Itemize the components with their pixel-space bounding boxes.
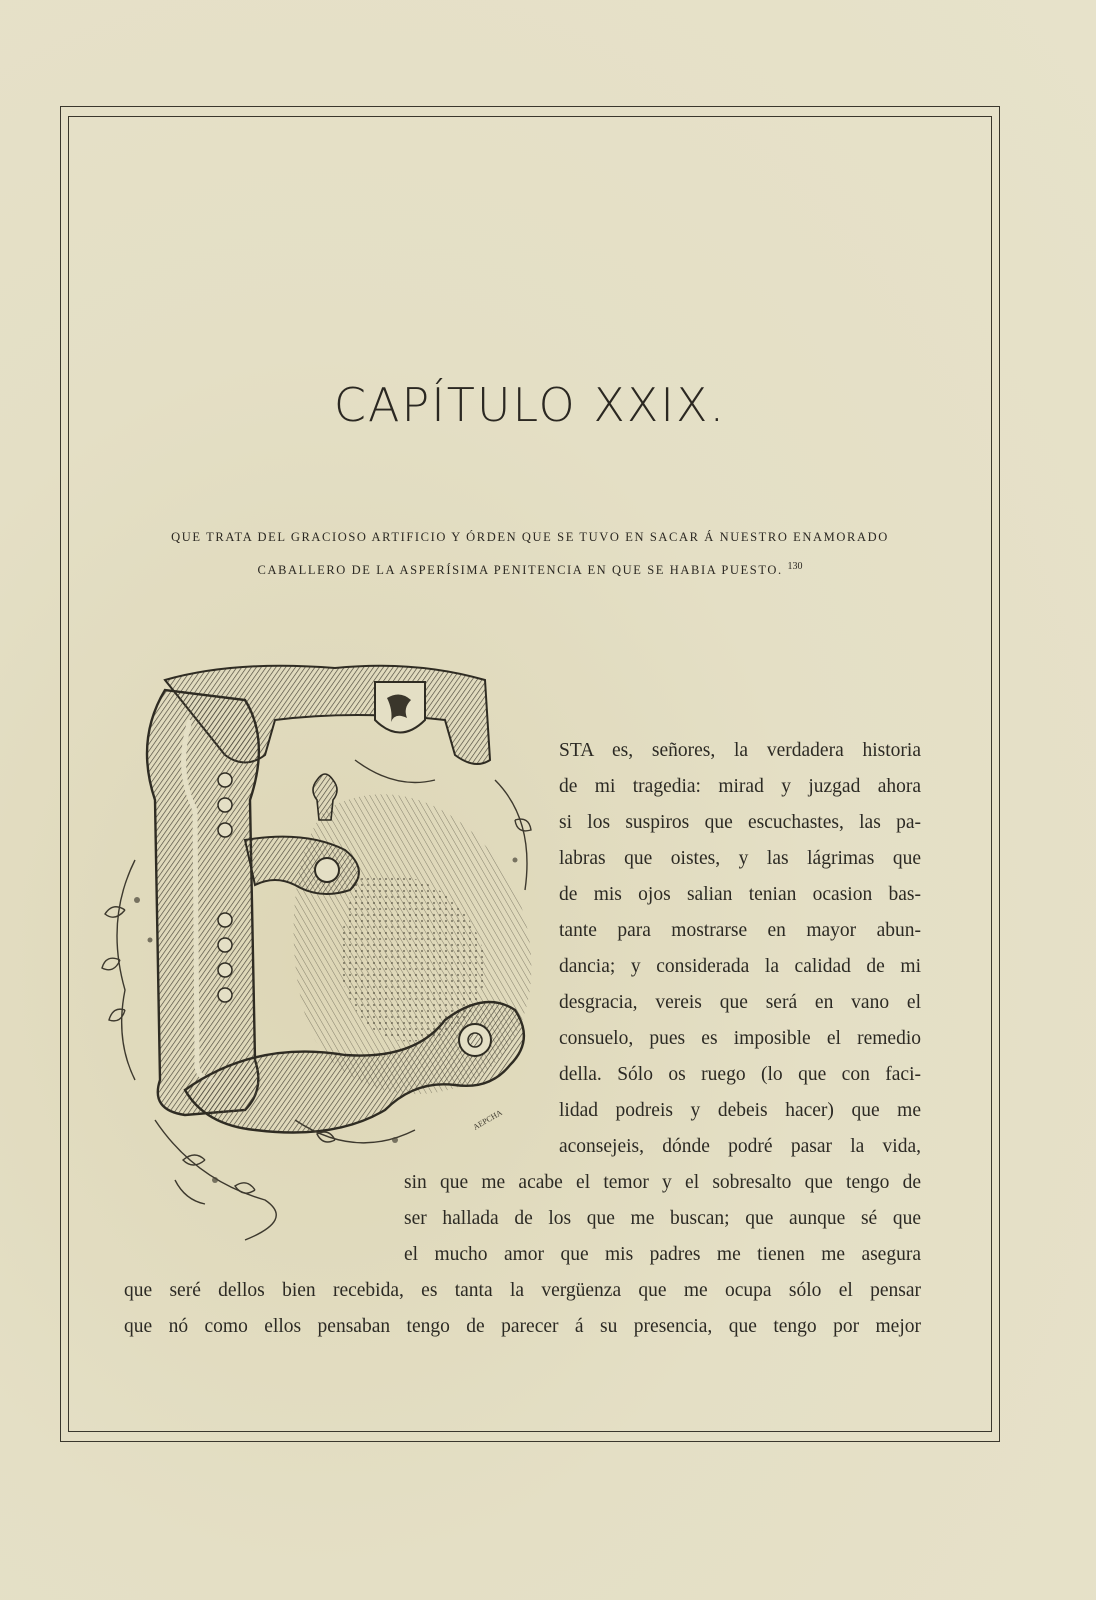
- body-line-9: consuelo, pues es imposible el remedio: [559, 1028, 921, 1049]
- chapter-subtitle-line-1: QUE TRATA DEL GRACIOSO ARTIFICIO Y ÓRDEN QUE SE TUVO EN SACAR Á NUESTRO ENAMORADO: [171, 530, 889, 544]
- body-line-7: dancia; y considerada la calidad de mi: [559, 956, 921, 977]
- body-line-14: ser hallada de los que me buscan; que aunque sé que: [404, 1208, 921, 1229]
- body-line-6: tante para mostrarse en mayor abun-: [559, 920, 921, 941]
- body-line-4: labras que oistes, y las lágrimas que: [559, 848, 921, 869]
- body-line-10: della. Sólo os ruego (lo que con faci-: [559, 1064, 921, 1085]
- chapter-subtitle-line-2: [130, 552, 930, 585]
- footnote-reference: 130: [787, 561, 803, 572]
- body-line-15: el mucho amor que mis padres me tienen me asegura: [404, 1244, 921, 1265]
- body-line-17: que nó como ellos pensaban tengo de parecer á su presencia, que tengo por mejor: [124, 1316, 921, 1337]
- body-line-2: de mi tragedia: mirad y juzgad ahora: [559, 776, 921, 797]
- body-line-5: de mis ojos salian tenian ocasion bas-: [559, 884, 921, 905]
- engraver-signature: AEPCHA: [471, 1107, 504, 1132]
- body-line-13: sin que me acabe el temor y el sobresalto que tengo de: [404, 1172, 921, 1193]
- body-line-3: si los suspiros que escuchastes, las pa-: [559, 812, 921, 833]
- body-line-8: desgracia, vereis que será en vano el: [559, 992, 921, 1013]
- body-line-16: que seré dellos bien recebida, es tanta la vergüenza que me ocupa sólo el pensar: [124, 1280, 921, 1301]
- body-line-12: aconsejeis, dónde podré pasar la vida,: [559, 1136, 921, 1157]
- body-line-11: lidad podreis y debeis hacer) que me: [559, 1100, 921, 1121]
- chapter-subtitle-line-2-text: CABALLERO DE LA ASPERÍSIMA PENITENCIA EN QUE SE HABIA PUESTO.: [257, 563, 783, 578]
- body-line-1: STA es, señores, la verdadera historia: [559, 740, 921, 761]
- chapter-title: CAPÍTULO XXIX.: [333, 378, 727, 432]
- chapter-subtitle: [130, 522, 930, 585]
